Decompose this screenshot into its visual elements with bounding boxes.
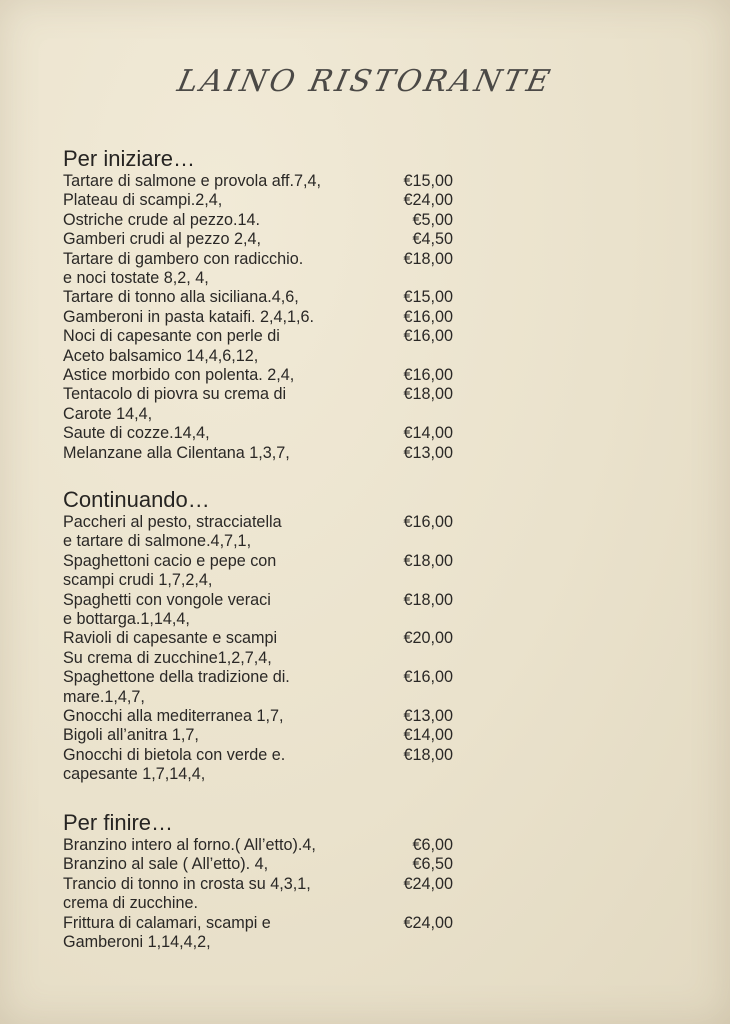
menu-item bbox=[63, 855, 453, 874]
dish-price: €4,50 bbox=[412, 230, 453, 249]
dish-description: scampi crudi 1,7,2,4, bbox=[63, 571, 213, 590]
dish-price: €6,50 bbox=[412, 855, 453, 874]
dish-price: €15,00 bbox=[403, 288, 453, 307]
dish-name: Melanzane alla Cilentana 1,3,7, bbox=[63, 443, 290, 462]
dish-name: Tartare di salmone e provola aff.7,4, bbox=[63, 172, 321, 190]
dish-description: e noci tostate 8,2, 4, bbox=[63, 269, 209, 288]
dish-name: Frittura di calamari, scampi e bbox=[63, 913, 271, 932]
dish-name: Spaghettoni cacio e pepe con bbox=[63, 551, 277, 570]
menu-item bbox=[63, 366, 453, 385]
dish-price: €18,00 bbox=[403, 551, 453, 570]
dish-name: Spaghettone della tradizione di. bbox=[63, 668, 290, 687]
menu-items bbox=[63, 836, 453, 952]
dish-name: Gnocchi di bietola con verde e. bbox=[63, 745, 286, 764]
dish-price: €18,00 bbox=[403, 590, 453, 609]
dish-description: Su crema di zucchine1,2,7,4, bbox=[63, 648, 272, 667]
restaurant-title: LAINO RISTORANTE bbox=[174, 64, 556, 99]
menu-item bbox=[63, 385, 453, 424]
dish-price: €6,00 bbox=[412, 836, 453, 854]
dish-name: Saute di cozze.14,4, bbox=[63, 424, 210, 443]
section-heading: Continuando… bbox=[63, 487, 210, 512]
menu-item bbox=[63, 551, 453, 591]
dish-price: €16,00 bbox=[403, 327, 453, 346]
menu-item bbox=[63, 726, 453, 745]
dish-name: Plateau di scampi.2,4, bbox=[63, 191, 223, 210]
dish-name: Branzino intero al forno.( All’etto).4, bbox=[63, 836, 316, 854]
menu-item bbox=[63, 191, 453, 210]
dish-price: €16,00 bbox=[403, 513, 453, 531]
dish-price: €18,00 bbox=[403, 385, 453, 404]
dish-price: €18,00 bbox=[403, 249, 453, 268]
menu-item bbox=[63, 513, 453, 552]
menu-item bbox=[63, 590, 453, 630]
section-heading: Per finire… bbox=[63, 810, 174, 835]
menu-item bbox=[63, 913, 453, 953]
dish-name: Astice morbido con polenta. 2,4, bbox=[63, 366, 295, 385]
section-per-iniziare bbox=[63, 146, 453, 463]
menu-item bbox=[63, 745, 453, 785]
dish-name: Gamberi crudi al pezzo 2,4, bbox=[63, 230, 261, 249]
dish-name: Spaghetti con vongole veraci bbox=[63, 590, 271, 609]
dish-price: €5,00 bbox=[412, 210, 453, 229]
dish-name: Gamberoni in pasta kataifi. 2,4,1,6. bbox=[63, 307, 315, 326]
dish-name: Ostriche crude al pezzo.14. bbox=[63, 210, 261, 229]
dish-price: €20,00 bbox=[403, 629, 453, 648]
dish-name: Tentacolo di piovra su crema di bbox=[63, 385, 287, 404]
dish-name: Gnocchi alla mediterranea 1,7, bbox=[63, 707, 284, 726]
dish-price: €18,00 bbox=[403, 745, 453, 764]
dish-price: €24,00 bbox=[403, 913, 453, 932]
dish-price: €14,00 bbox=[403, 726, 453, 745]
menu-item bbox=[63, 874, 453, 914]
menu-item bbox=[63, 327, 453, 366]
dish-name: Paccheri al pesto, stracciatella bbox=[63, 513, 282, 531]
dish-name: Branzino al sale ( All’etto). 4, bbox=[63, 855, 269, 874]
dish-price: €24,00 bbox=[403, 191, 453, 210]
dish-description: e bottarga.1,14,4, bbox=[63, 610, 190, 629]
menu-item bbox=[63, 307, 453, 327]
dish-price: €16,00 bbox=[403, 366, 453, 385]
menu-item bbox=[63, 249, 453, 289]
menu-item bbox=[63, 629, 453, 668]
dish-price: €16,00 bbox=[403, 307, 453, 326]
section-continuando bbox=[63, 487, 453, 785]
dish-name: Tartare di tonno alla siciliana.4,6, bbox=[63, 288, 299, 307]
dish-description: capesante 1,7,14,4, bbox=[63, 765, 206, 784]
menu-item bbox=[63, 443, 453, 463]
menu-items bbox=[63, 513, 453, 785]
dish-name: Bigoli all’anitra 1,7, bbox=[63, 726, 199, 745]
menu-item bbox=[63, 707, 453, 726]
menu-item bbox=[63, 210, 453, 230]
dish-description: crema di zucchine. bbox=[63, 894, 198, 913]
dish-description: Aceto balsamico 14,4,6,12, bbox=[63, 346, 259, 365]
dish-description: e tartare di salmone.4,7,1, bbox=[63, 532, 252, 551]
dish-price: €24,00 bbox=[403, 874, 453, 893]
menu-item bbox=[63, 424, 453, 443]
dish-price: €13,00 bbox=[403, 443, 453, 462]
dish-name: Tartare di gambero con radicchio. bbox=[63, 249, 304, 268]
dish-name: Ravioli di capesante e scampi bbox=[63, 629, 278, 648]
dish-price: €14,00 bbox=[403, 424, 453, 443]
menu-item bbox=[63, 668, 453, 707]
dish-description: mare.1,4,7, bbox=[63, 687, 145, 706]
dish-name: Noci di capesante con perle di bbox=[63, 327, 280, 346]
menu-item bbox=[63, 836, 453, 855]
menu-item bbox=[63, 172, 453, 191]
dish-price: €13,00 bbox=[403, 707, 453, 726]
menu-item bbox=[63, 230, 453, 249]
dish-description: Gamberoni 1,14,4,2, bbox=[63, 933, 211, 952]
menu-item bbox=[63, 288, 453, 307]
section-heading: Per iniziare… bbox=[63, 146, 196, 171]
dish-name: Trancio di tonno in crosta su 4,3,1, bbox=[63, 874, 311, 893]
section-per-finire bbox=[63, 810, 453, 952]
dish-description: Carote 14,4, bbox=[63, 404, 153, 423]
dish-price: €16,00 bbox=[403, 668, 453, 687]
menu-items bbox=[63, 172, 453, 463]
dish-price: €15,00 bbox=[403, 172, 453, 190]
